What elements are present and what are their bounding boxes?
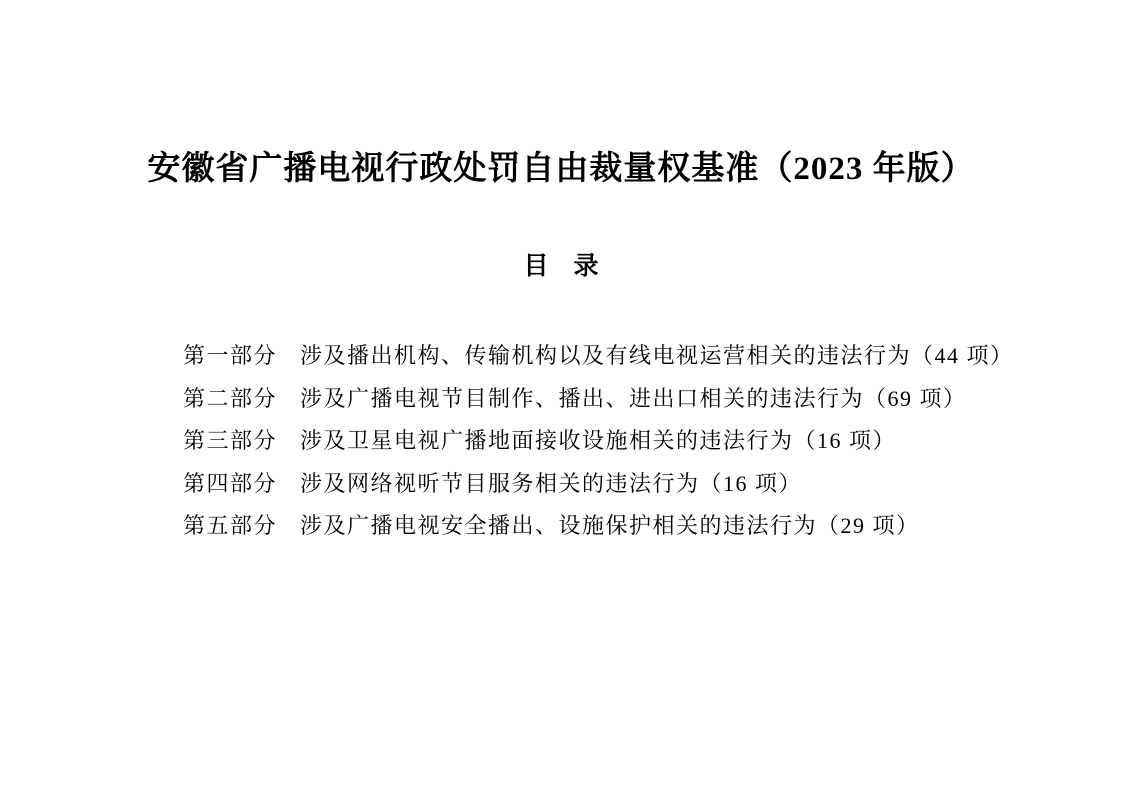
toc-item-text: 涉及网络视听节目服务相关的违法行为（16 项） [300,470,803,496]
toc-list [183,335,1014,548]
toc-heading: 目 录 [523,252,599,280]
toc-item-part: 第五部分 [183,513,278,538]
toc-item-part: 第一部分 [183,343,278,368]
toc-item [183,378,1002,421]
toc-item [183,505,1002,548]
toc-item-part: 第三部分 [183,428,278,453]
toc-item-text: 涉及播出机构、传输机构以及有线电视运营相关的违法行为（44 项） [300,343,1014,368]
toc-item-text: 涉及广播电视安全播出、设施保护相关的违法行为（29 项） [300,513,920,538]
toc-item-text: 涉及卫星电视广播地面接收设施相关的违法行为（16 项） [300,428,897,453]
toc-item-part: 第二部分 [183,385,278,411]
toc-item [183,335,1014,378]
toc-item [183,463,1002,506]
toc-item-text: 涉及广播电视节目制作、播出、进出口相关的违法行为（69 项） [300,385,967,411]
toc-item [183,420,1002,463]
document-title: 安徽省广播电视行政处罚自由裁量权基准（2023 年版） [147,151,975,187]
toc-item-part: 第四部分 [183,470,278,496]
